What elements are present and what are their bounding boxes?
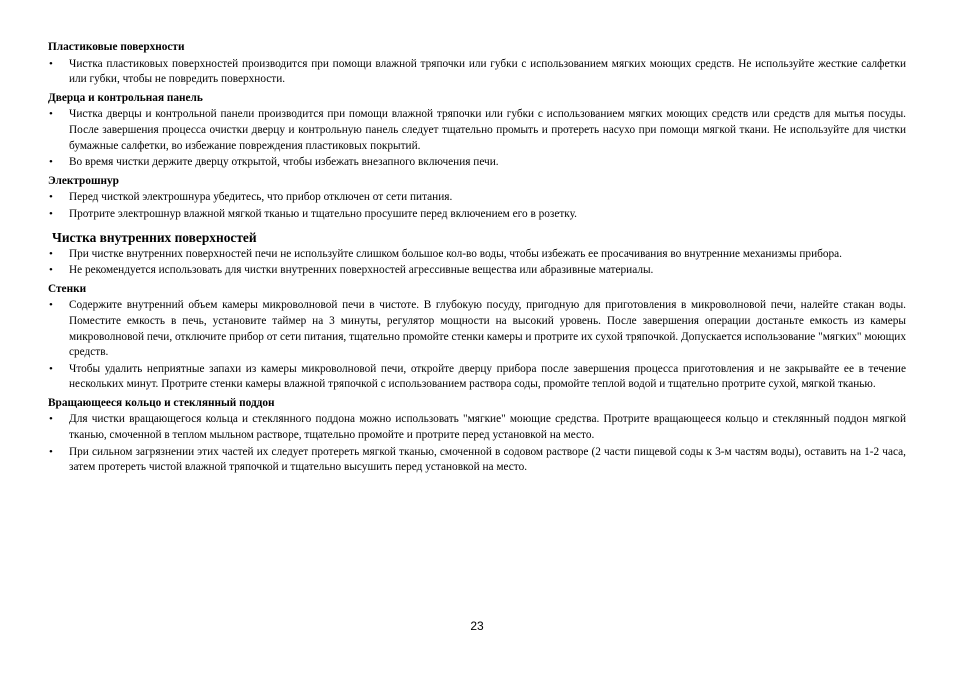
bullet-icon: • [49,445,53,458]
bullet-icon: • [49,108,53,121]
list-item-text: Чистка пластиковых поверхностей производится при помощи влажной тряпочки или губки с использованием мягких моющих средств. Не используйте жесткие салфетки или губки, чтобы не повредить поверхности. [69,57,906,86]
bullet-list-door-panel [48,107,906,170]
bullet-list-interior [48,247,906,279]
list-item-text: Чистка дверцы и контрольной панели производится при помощи влажной тряпочки или губки с использованием мягких моющих средств или средств для мытья посуды. После завершения процесса очистки дверцу и контрольную панель следует тщательно промыть и протереть насухо при помощи мягкой ткани. Не используйте для чистки бумажные салфетки, во избежание повреждения пластиковых покрытий. [69,108,906,152]
list-item [48,298,906,360]
bullet-list-cord [48,190,906,222]
list-item [48,263,906,279]
bullet-list-ring-tray [48,412,906,475]
list-item-text: Содержите внутренний объем камеры микроволновой печи в чистоте. В глубокую посуду, пригодную для приготовления в микроволновой печи, налейте стакан воды. Поместите емкость в печь, установите таймер на 3 минуты, регулятор мощности на высокий уровень. После завершения операции достаньте емкость из камеры микроволновой печи, отключите прибор от сети питания, тщательно промойте стенки камеры и протрите их сухой тряпочкой. Допускается использование "мягких" моющих средств. [69,299,906,359]
list-item [48,155,906,171]
bullet-icon: • [49,264,53,277]
bullet-icon: • [49,413,53,426]
list-item-text: При чистке внутренних поверхностей печи не используйте слишком большое кол-во воды, чтобы избежать ее просачивания во внутренние механизмы прибора. [69,247,842,260]
list-item [48,207,906,223]
list-item-text: При сильном загрязнении этих частей их следует протереть мягкой тканью, смоченной в содовом растворе (2 части пищевой соды к 3-м частям воды), оставить на 1-2 часа, затем протереть чистой влажной тряпочкой и тщательно высушить перед установкой на место. [69,445,906,474]
list-item [48,445,906,476]
list-item [48,107,906,154]
bullet-icon: • [49,191,53,204]
list-item-text: Протрите электрошнур влажной мягкой тканью и тщательно просушите перед включением его в розетку. [69,207,577,220]
list-item-text: Во время чистки держите дверцу открытой, чтобы избежать внезапного включения печи. [69,156,499,169]
section-title-walls: Стенки [48,282,87,295]
bullet-list-plastic [48,57,906,88]
section-title-door-panel: Дверца и контрольная панель [48,91,203,104]
bullet-icon: • [49,156,53,169]
bullet-icon: • [49,299,53,312]
bullet-icon: • [49,247,53,260]
list-item-text: Чтобы удалить неприятные запахи из камеры микроволновой печи, откройте дверцу прибора после завершения процесса приготовления и не закрывайте ее в течение нескольких минут. Протрите стенки камеры влажной тряпочкой с использованием раствора соды, промойте теплой водой и тщательно протрите сухой, мягкой тканью. [69,362,906,391]
list-item [48,247,906,263]
section-title-cord: Электрошнур [48,174,119,187]
list-item [48,190,906,206]
section-title-ring-tray: Вращающееся кольцо и стеклянный поддон [48,396,275,409]
list-item-text: Не рекомендуется использовать для чистки внутренних поверхностей агрессивные вещества или абразивные материалы. [69,264,654,277]
list-item [48,362,906,393]
main-heading-interior-cleaning: Чистка внутренних поверхностей [52,229,257,245]
list-item [48,412,906,443]
bullet-icon: • [49,362,53,375]
list-item-text: Для чистки вращающегося кольца и стеклянного поддона можно использовать "мягкие" моющие средства. Протрите вращающееся кольцо и стеклянный поддон мягкой тканью, смоченной в теплом мыльном растворе, тщательно промойте и протрите перед установкой на место. [69,413,906,442]
list-item [48,57,906,88]
bullet-icon: • [49,57,53,70]
bullet-icon: • [49,207,53,220]
bullet-list-walls [48,298,906,393]
list-item-text: Перед чисткой электрошнура убедитесь, что прибор отключен от сети питания. [69,191,453,204]
page-number: 23 [470,619,484,633]
document-page [48,40,906,477]
section-title-plastic: Пластиковые поверхности [48,41,185,53]
